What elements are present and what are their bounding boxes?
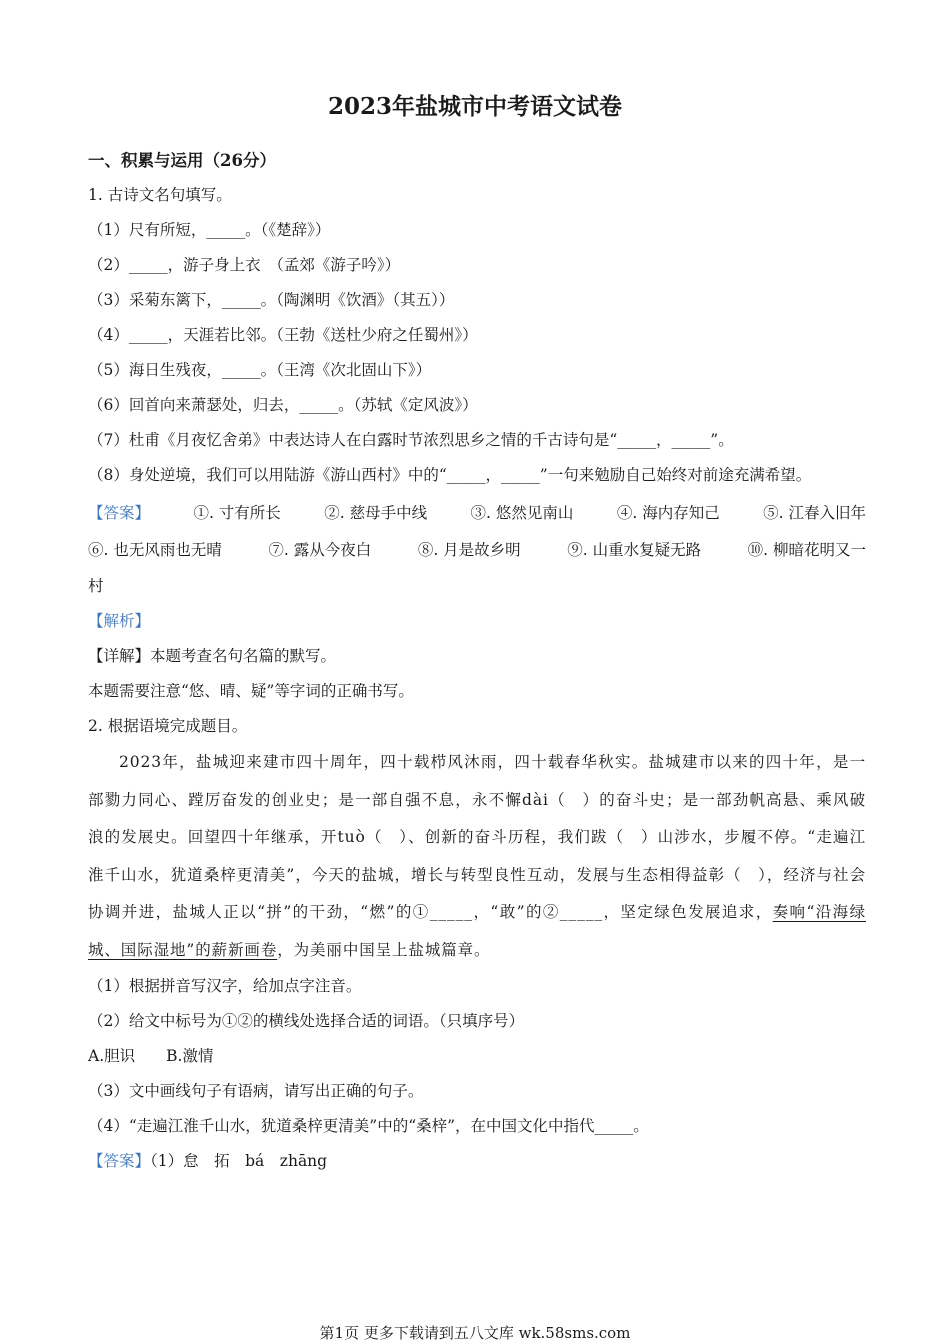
question-1-item: （2）_____，游子身上衣 （孟郊《游子吟》） (88, 256, 401, 274)
answer-label: 【答案】 (88, 1152, 151, 1170)
answer-row (88, 495, 866, 532)
question-1-item: （7）杜甫《月夜忆舍弟》中表达诗人在白露时节浓烈思乡之情的千古诗句是“_____，_____”。 (88, 431, 734, 449)
page-title: 2023年盐城市中考语文试卷 (327, 93, 622, 120)
passage-text-end: ，为美丽中国呈上盐城篇章。 (277, 940, 491, 959)
analysis-label: 【解析】 (88, 612, 151, 630)
answer-item: ⑩. 柳暗花明又一 (747, 541, 866, 559)
passage-text: 2023年，盐城迎来建市四十周年，四十载栉风沐雨，四十载春华秋实。盐城建市以来的四十年，是一部勠力同心、蹚厉奋发的创业史；是一部自强不息，永不懈dài（ ）的奋斗史；是一部劲帆高悬、乘风破浪的发展史。回望四十年继承，开tuò（ ）、创新的奋斗历程，我们跋（ ）山涉水，步履不停。“走遍江淮千山水，犹道桑梓更清美”，今天的盐城，增长与转型良性互动，发展与生态相得益彰（ ），经济与社会协调并进，盐城人正以“拼”的干劲，“燃”的①_____，“敢”的②_____，坚定绿色发展追求， (88, 753, 866, 921)
answer-item: ⑦. 露从今夜白 (268, 541, 372, 559)
question-1-item: （4）_____，天涯若比邻。（王勃《送杜少府之任蜀州》） (88, 326, 478, 344)
question-2-answer (88, 1144, 866, 1179)
question-1-item: （5）海日生残夜，_____。（王湾《次北固山下》） (88, 361, 432, 379)
document-body (88, 143, 866, 1179)
analysis-note: 本题需要注意“悠、晴、疑”等字词的正确书写。 (88, 682, 414, 700)
section-heading: 一、积累与运用（26分） (88, 151, 276, 170)
question-1-stem: 1. 古诗文名句填写。 (88, 186, 232, 204)
question-2-stem: 2. 根据语境完成题目。 (88, 717, 248, 735)
underlined-sentence: 奏响“沿海绿城、国际湿地”的薪新画卷 (88, 903, 866, 959)
question-2-sub: （4）“走遍江淮千山水，犹道桑梓更清美”中的“桑梓”，在中国文化中指代_____。 (88, 1117, 649, 1135)
reading-passage (88, 744, 866, 969)
answer-tail: 村 (88, 577, 104, 595)
answer-row (88, 532, 866, 569)
question-2-sub: （1）根据拼音写汉字，给加点字注音。 (88, 977, 362, 995)
question-1-item: （3）采菊东篱下，_____。（陶渊明《饮酒》（其五）） (88, 291, 455, 309)
answer-item: ⑥. 也无风雨也无晴 (88, 541, 222, 559)
question-2-sub: （3）文中画线句子有语病，请写出正确的句子。 (88, 1082, 424, 1100)
question-1-item: （8）身处逆境，我们可以用陆游《游山西村》中的“_____，_____”一句来勉励自己始终对前途充满希望。 (88, 466, 812, 484)
answer-item: ④. 海内存知己 (616, 504, 720, 522)
answer-item: ③. 悠然见南山 (470, 504, 574, 522)
answer-item: ②. 慈母手中线 (324, 504, 428, 522)
question-1-items (88, 213, 866, 493)
question-2-options: A.胆识 B.激情 (88, 1047, 214, 1065)
answer-item: ⑨. 山重水复疑无路 (567, 541, 702, 559)
question-1-item: （6）回首向来萧瑟处，归去，_____。（苏轼《定风波》） (88, 396, 478, 414)
answer-item: ⑧. 月是故乡明 (417, 541, 521, 559)
question-2-sub: （2）给文中标号为①②的横线处选择合适的词语。（只填序号） (88, 1012, 525, 1030)
page-footer: 第1页 更多下载请到五八文库 wk.58sms.com (319, 1324, 631, 1342)
answer-text: （1）怠 拓 bá zhāng (150, 1152, 328, 1170)
answer-item: ①. 寸有所长 (193, 504, 281, 522)
answer-label: 【答案】 (88, 504, 151, 522)
answer-item: ⑤. 江春入旧年 (763, 504, 866, 522)
question-1-item: （1）尺有所短，_____。（《楚辞》） (88, 221, 331, 239)
analysis-detail: 【详解】本题考查名句名篇的默写。 (88, 647, 337, 665)
